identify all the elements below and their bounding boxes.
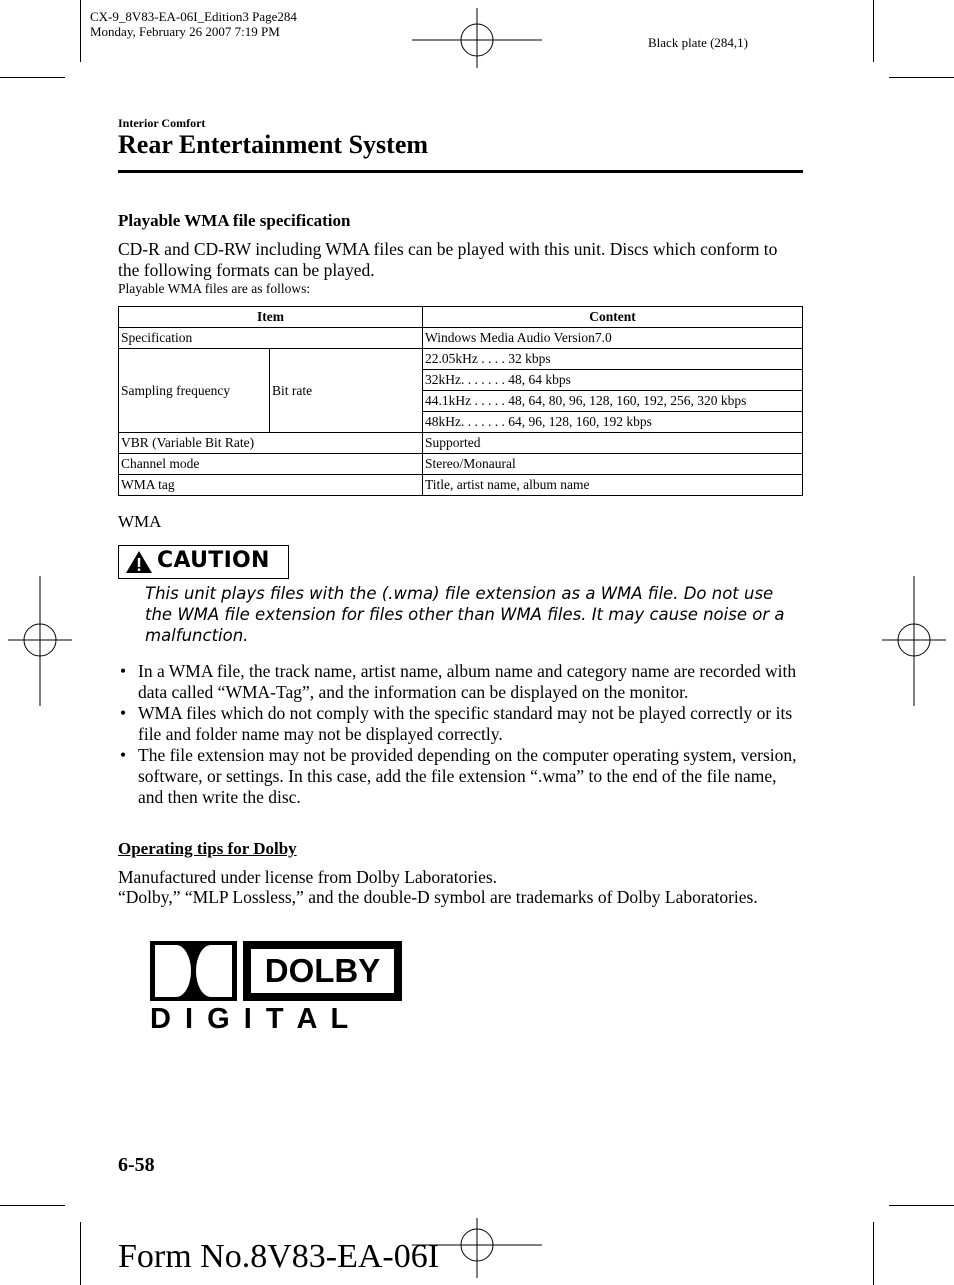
table-cell: Stereo/Monaural: [423, 454, 803, 475]
registration-mark-right: [882, 576, 946, 706]
crop-mark: [873, 1222, 874, 1285]
list-item: • WMA files which do not comply with the specific standard may not be played correctly or its file and folder name may not be displayed correctly.: [118, 703, 803, 745]
table-cell: Windows Media Audio Version7.0: [423, 328, 803, 349]
section-label: Interior Comfort: [118, 116, 206, 130]
table-cell: WMA tag: [119, 475, 423, 496]
table-cell: Specification: [119, 328, 423, 349]
wma-heading: WMA: [118, 512, 162, 531]
dolby-wordmark-box: [243, 941, 402, 1001]
warning-icon: [125, 550, 153, 574]
dolby-heading: Operating tips for Dolby: [118, 839, 297, 858]
dolby-trademark-line: “Dolby,” “MLP Lossless,” and the double-D symbol are trademarks of Dolby Laboratories.: [118, 887, 758, 907]
table-cell: 48kHz. . . . . . . 64, 96, 128, 160, 192 kbps: [423, 412, 803, 433]
wma-spec-note: Playable WMA files are as follows:: [118, 281, 311, 296]
crop-mark: [0, 77, 65, 78]
wma-bullet-list: [118, 661, 803, 808]
dolby-digital-logo: [150, 941, 402, 1033]
table-cell: Supported: [423, 433, 803, 454]
print-job-info: [90, 9, 297, 39]
form-number: Form No.8V83-EA-06I: [118, 1238, 440, 1275]
print-job-line1: CX-9_8V83-EA-06I_Edition3 Page284: [90, 9, 297, 24]
page-title: Rear Entertainment System: [118, 130, 429, 159]
column-header-content: Content: [423, 307, 803, 328]
wma-spec-heading: Playable WMA file specification: [118, 211, 351, 230]
table-row: [119, 433, 803, 454]
crop-mark: [889, 1205, 954, 1206]
caution-box: [118, 545, 289, 579]
crop-mark: [0, 1205, 65, 1206]
table-row: [119, 454, 803, 475]
dolby-digital-word: D I G I T A L: [150, 1003, 352, 1035]
caution-text: This unit plays files with the (.wma) file extension as a WMA file. Do not use the WMA file extension for files other than WMA files. It may cause noise or a malfunction.: [145, 584, 785, 645]
table-header-row: [119, 307, 803, 328]
table-row: [119, 475, 803, 496]
table-cell: 22.05kHz . . . . 32 kbps: [423, 349, 803, 370]
list-item: • In a WMA file, the track name, artist name, album name and category name are recorded with data called “WMA-Tag”, and the information can be displayed on the monitor.: [118, 661, 803, 703]
registration-mark-top: [412, 8, 542, 68]
dolby-wordmark: DOLBY: [264, 952, 381, 989]
table-cell: 44.1kHz . . . . . 48, 64, 80, 96, 128, 160, 192, 256, 320 kbps: [423, 391, 803, 412]
crop-mark: [80, 0, 81, 62]
list-item: • The file extension may not be provided depending on the computer operating system, version, software, or settings. In this case, add the file extension “.wma” to the end of the file name, and then write the disc.: [118, 745, 803, 808]
column-header-item: Item: [119, 307, 423, 328]
table-cell: 32kHz. . . . . . . 48, 64 kbps: [423, 370, 803, 391]
table-row: [119, 349, 803, 370]
table-row: [119, 328, 803, 349]
plate-label: Black plate (284,1): [648, 35, 748, 50]
crop-mark: [873, 0, 874, 62]
crop-mark: [80, 1222, 81, 1285]
print-job-line2: Monday, February 26 2007 7:19 PM: [90, 24, 280, 39]
table-cell: Bit rate: [270, 349, 423, 433]
wma-spec-intro: CD-R and CD-RW including WMA files can be played with this unit. Discs which conform to the following formats can be played.: [118, 239, 778, 280]
caution-label: CAUTION: [157, 548, 270, 573]
table-cell: Sampling frequency: [119, 349, 270, 433]
registration-mark-left: [8, 576, 72, 706]
table-cell: Title, artist name, album name: [423, 475, 803, 496]
crop-mark: [889, 77, 954, 78]
page-number: 6-58: [118, 1154, 155, 1176]
table-cell: Channel mode: [119, 454, 423, 475]
dolby-license-line: Manufactured under license from Dolby Laboratories.: [118, 867, 498, 887]
double-d-icon: [150, 941, 237, 1001]
title-rule: [118, 170, 803, 173]
table-cell: VBR (Variable Bit Rate): [119, 433, 423, 454]
wma-spec-table: [118, 306, 803, 496]
